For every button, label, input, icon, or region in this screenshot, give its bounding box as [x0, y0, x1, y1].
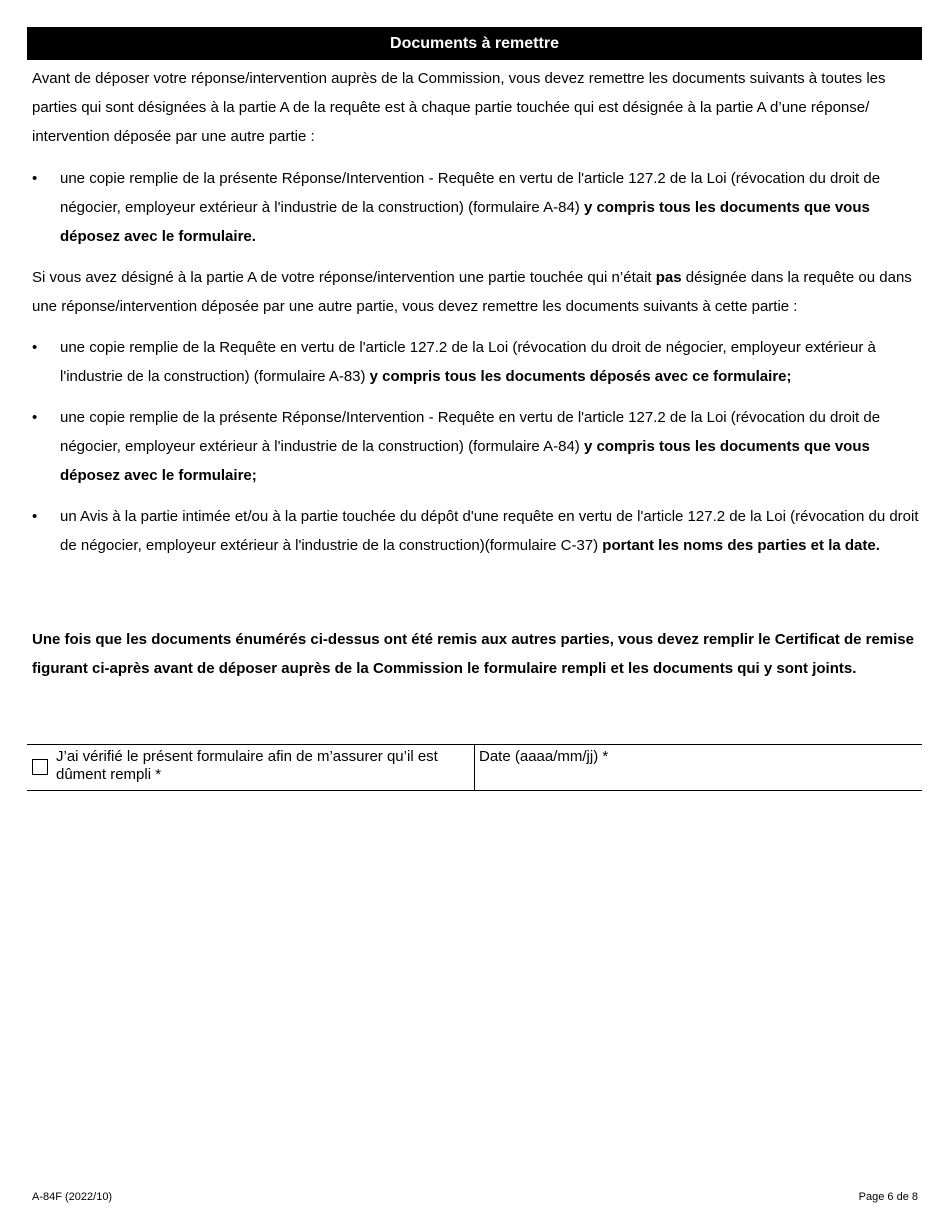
closing-instruction: Une fois que les documents énumérés ci-dessus ont été remis aux autres parties, vous devez remplir le Certificat de remise figurant ci-après avant de déposer auprès de la Commission le formulaire rempli et les documents qui y sont joints. — [32, 631, 914, 677]
paragraph-text: désignée dans la requête ou dans une réponse/intervention déposée par une autre partie, vous devez remettre les documents suivants à cette partie : — [32, 269, 912, 315]
paragraph-text: Si vous avez désigné à la partie A de votre réponse/intervention une partie touchée qui n’était — [32, 269, 656, 286]
list-item-text: une copie remplie de la présente Réponse/Intervention - Requête en vertu de l'article 127.2 de la Loi (révocation du droit de négocier, employeur extérieur à l'industrie de la construction) (formulaire A-84) — [60, 170, 881, 216]
intro-paragraph: Avant de déposer votre réponse/intervention auprès de la Commission, vous devez remettre les documents suivants à toutes les parties qui sont désignées à la partie A de la requête est à chaque partie touchée qui est désignée à la partie A d’une réponse/ intervention déposée par une autre partie : — [32, 70, 886, 145]
verification-table — [27, 744, 922, 791]
list-item-text: une copie remplie de la présente Réponse/Intervention - Requête en vertu de l'article 127.2 de la Loi (révocation du droit de négocier, employeur extérieur à l'industrie de la construction) (formulaire A-84) — [60, 409, 881, 455]
list-item-emphasis: portant les noms des parties et la date. — [602, 537, 880, 554]
date-input[interactable] — [615, 748, 950, 786]
list-item-emphasis: y compris tous les documents que vous déposez avec le formulaire. — [60, 199, 870, 245]
bullet-icon: • — [32, 508, 38, 525]
list-item — [32, 333, 920, 391]
verification-cell — [27, 745, 475, 790]
second-paragraph — [32, 263, 920, 321]
bullet-icon: • — [32, 409, 38, 426]
list-item-emphasis: y compris tous les documents que vous déposez avec le formulaire; — [60, 438, 870, 484]
date-label: Date (aaaa/mm/jj) * — [479, 748, 609, 765]
list-item-text: un Avis à la partie intimée et/ou à la partie touchée du dépôt d'une requête en vertu de l'article 127.2 de la Loi (révocation du droit de négocier, employeur extérieur à l'industrie de la construction)(formulaire C-37) — [60, 508, 919, 554]
list-item-text: une copie remplie de la Requête en vertu de l'article 127.2 de la Loi (révocation du droit de négocier, employeur extérieur à l'industrie de la construction) (formulaire A-83) — [60, 339, 876, 385]
page-number: Page 6 de 8 — [858, 1191, 918, 1203]
list-item — [32, 164, 920, 251]
bullet-icon: • — [32, 170, 38, 187]
list-item — [32, 502, 920, 560]
list-item-emphasis: y compris tous les documents déposés avec ce formulaire; — [369, 368, 792, 385]
section-title: Documents à remettre — [390, 34, 559, 52]
verification-checkbox[interactable] — [32, 759, 48, 775]
bullet-icon: • — [32, 339, 38, 356]
section-header — [27, 27, 922, 60]
list-item — [32, 403, 920, 490]
form-code: A-84F (2022/10) — [32, 1191, 113, 1203]
date-cell — [475, 745, 922, 790]
paragraph-emphasis: pas — [655, 269, 682, 286]
verification-label: J’ai vérifié le présent formulaire afin de m’assurer qu’il est dûment rempli * — [56, 748, 438, 783]
